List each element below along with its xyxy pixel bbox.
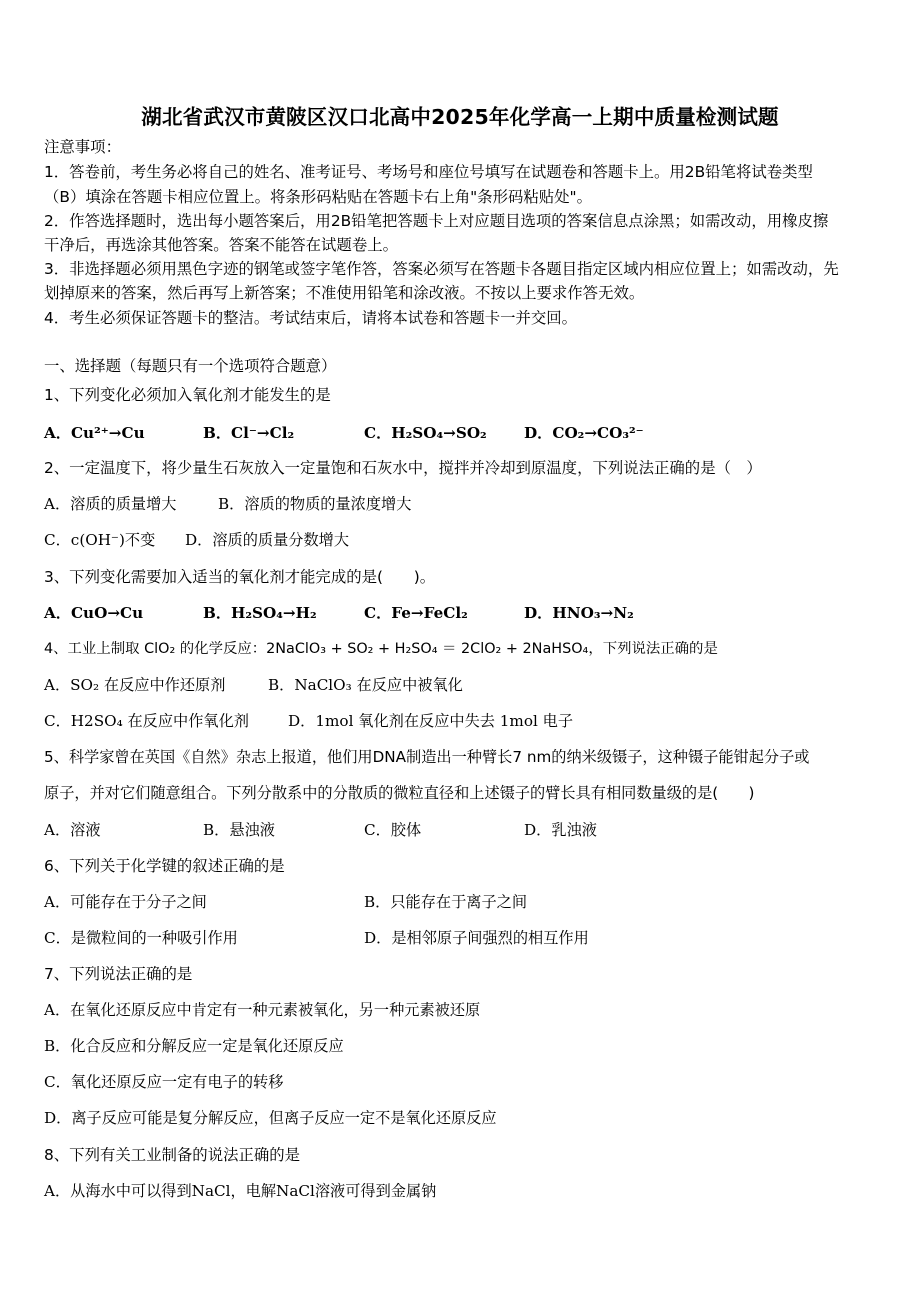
question-7-option-a: A．在氧化还原反应中肯定有一种元素被氧化，另一种元素被还原 — [44, 1001, 481, 1019]
question-3-option-a: A．CuO→Cu — [44, 604, 144, 622]
question-6-stem: 6、下列关于化学键的叙述正确的是 — [44, 857, 285, 875]
question-7-option-b: B．化合反应和分解反应一定是氧化还原反应 — [44, 1037, 344, 1055]
page-title: 湖北省武汉市黄陂区汉口北高中2025年化学高一上期中质量检测试题 — [141, 105, 779, 129]
question-3-option-c: C．Fe→FeCl₂ — [364, 604, 468, 622]
notice-line: 3．非选择题必须用黑色字迹的钢笔或签字笔作答，答案必须写在答题卡各题目指定区域内相应位置上；如需改动，先 — [44, 260, 839, 278]
question-6-option-d: D．是相邻原子间强烈的相互作用 — [364, 929, 589, 947]
question-3-option-b: B．H₂SO₄→H₂ — [203, 604, 317, 622]
question-7-option-c: C．氧化还原反应一定有电子的转移 — [44, 1073, 284, 1091]
section-heading: 一、选择题（每题只有一个选项符合题意） — [44, 357, 337, 375]
question-1-option-b: B．Cl⁻→Cl₂ — [203, 424, 295, 442]
question-4-stem: 4、工业上制取 ClO₂ 的化学反应：2NaClO₃ + SO₂ + H₂SO₄ ＝ 2ClO₂ + 2NaHSO₄，下列说法正确的是 — [44, 641, 718, 657]
question-8-stem: 8、下列有关工业制备的说法正确的是 — [44, 1146, 301, 1164]
question-6-option-a: A．可能存在于分子之间 — [44, 893, 207, 911]
question-5-option-d: D．乳浊液 — [524, 821, 597, 839]
question-4-option-c: C．H2SO₄ 在反应中作氧化剂 — [44, 712, 249, 730]
question-5-stem-line-2: 原子，并对它们随意组合。下列分散系中的分散质的微粒直径和上述镊子的臂长具有相同数量级的是( ) — [44, 784, 755, 802]
question-6-option-b: B．只能存在于离子之间 — [364, 893, 528, 911]
notice-line: 1．答卷前，考生务必将自己的姓名、准考证号、考场号和座位号填写在试题卷和答题卡上。用2B铅笔将试卷类型 — [44, 163, 813, 181]
question-5-option-c: C．胶体 — [364, 821, 422, 839]
question-6-option-c: C．是微粒间的一种吸引作用 — [44, 929, 238, 947]
question-3-option-d: D．HNO₃→N₂ — [524, 604, 634, 622]
question-1-stem: 1、下列变化必须加入氧化剂才能发生的是 — [44, 386, 331, 404]
question-3-stem: 3、下列变化需要加入适当的氧化剂才能完成的是( )。 — [44, 568, 436, 586]
notice-line: （B）填涂在答题卡相应位置上。将条形码粘贴在答题卡右上角"条形码粘贴处"。 — [44, 188, 592, 206]
question-1-option-d: D．CO₂→CO₃²⁻ — [524, 424, 644, 442]
notice-line: 2．作答选择题时，选出每小题答案后，用2B铅笔把答题卡上对应题目选项的答案信息点涂黑；如需改动，用橡皮擦 — [44, 212, 829, 230]
notice-line: 划掉原来的答案，然后再写上新答案；不准使用铅笔和涂改液。不按以上要求作答无效。 — [44, 284, 645, 302]
notice-line: 干净后，再选涂其他答案。答案不能答在试题卷上。 — [44, 236, 398, 254]
question-8-option-a: A．从海水中可以得到NaCl，电解NaCl溶液可得到金属钠 — [44, 1182, 437, 1200]
question-5-option-a: A．溶液 — [44, 821, 101, 839]
question-7-stem: 7、下列说法正确的是 — [44, 965, 193, 983]
question-2-option-b: B．溶质的物质的量浓度增大 — [218, 495, 412, 513]
question-2-stem: 2、一定温度下，将少量生石灰放入一定量饱和石灰水中，搅拌并冷却到原温度，下列说法正确的是（ ） — [44, 459, 762, 477]
question-1-option-c: C．H₂SO₄→SO₂ — [364, 424, 487, 442]
question-4-option-d: D．1mol 氧化剂在反应中失去 1mol 电子 — [288, 712, 574, 730]
question-4-option-b: B．NaClO₃ 在反应中被氧化 — [268, 676, 463, 694]
notice-heading: 注意事项： — [44, 138, 121, 156]
question-2-option-d: D．溶质的质量分数增大 — [185, 531, 350, 549]
question-7-option-d: D．离子反应可能是复分解反应，但离子反应一定不是氧化还原反应 — [44, 1109, 497, 1127]
question-2-option-c: C．c(OH⁻)不变 — [44, 531, 156, 549]
question-5-option-b: B．悬浊液 — [203, 821, 275, 839]
question-5-stem-line-1: 5、科学家曾在英国《自然》杂志上报道，他们用DNA制造出一种臂长7 nm的纳米级镊子，这种镊子能钳起分子或 — [44, 748, 810, 766]
question-4-option-a: A．SO₂ 在反应中作还原剂 — [44, 676, 226, 694]
question-1-option-a: A．Cu²⁺→Cu — [44, 424, 145, 442]
notice-line: 4．考生必须保证答题卡的整洁。考试结束后，请将本试卷和答题卡一并交回。 — [44, 309, 578, 327]
question-2-option-a: A．溶质的质量增大 — [44, 495, 177, 513]
